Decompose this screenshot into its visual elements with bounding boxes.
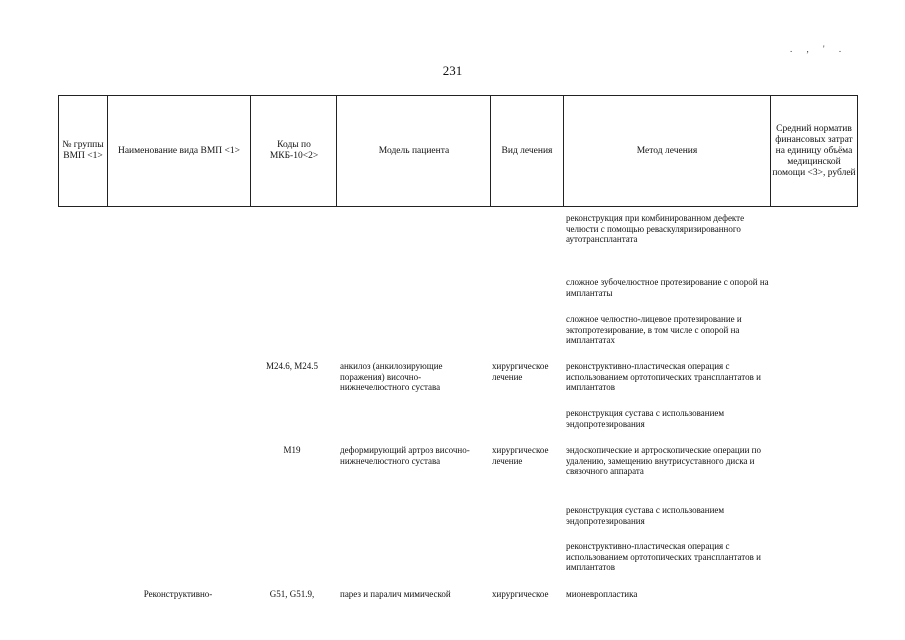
- patient-model-cell: деформирующий артроз височно-нижнечелюстного сустава: [340, 445, 470, 466]
- treatment-type-cell: хирургическое: [492, 589, 549, 599]
- icd-codes-cell: G51, G51.9,: [269, 589, 315, 599]
- header-group-number: № группы ВМП <1>: [62, 140, 104, 161]
- icd-codes-cell: M19: [283, 445, 301, 455]
- treatment-type-cell: хирургическое лечение: [492, 361, 549, 382]
- method-text: реконструкция при комбинированном дефекте челюсти с помощью реваскуляризированного аутотрансплантата: [566, 213, 745, 245]
- header-vmp-name: Наименование вида ВМП <1>: [117, 145, 241, 156]
- header-icd-codes: Коды по МКБ-10<2>: [269, 140, 319, 161]
- method-text: эндоскопические и артроскопические операции по удалению, замещению внутрисуставного диска и связочного аппарата: [566, 445, 761, 477]
- icd-codes-cell: M24.6, M24.5: [265, 361, 318, 371]
- header-treatment-type: Вид лечения: [501, 145, 553, 156]
- method-text: сложное челюстно-лицевое протезирование и эктопротезирование, в том числе с опорой на имплантатах: [566, 314, 742, 346]
- header-patient-model: Модель пациента: [378, 145, 450, 156]
- method-text: мионевропластика: [566, 589, 638, 599]
- patient-model-cell: анкилоз (анкилозирующие поражения) височно-нижнечелюстного сустава: [340, 361, 443, 393]
- method-text: реконструкция сустава с использованием эндопротезирования: [566, 505, 725, 526]
- table-header: [58, 95, 858, 207]
- scan-marks: . , ' .: [790, 44, 848, 54]
- page-number: 231: [442, 63, 463, 78]
- treatment-type-cell: хирургическое лечение: [492, 445, 549, 466]
- method-text: сложное зубочелюстное протезирование с опорой на имплантаты: [566, 277, 769, 298]
- header-treatment-method: Метод лечения: [636, 145, 698, 156]
- method-text: реконструктивно-пластическая операция с использованием ортотопических трансплантатов и имплантатов: [566, 361, 761, 393]
- header-cost-norm: Средний норматив финансовых затрат на единицу объёма медицинской помощи <3>, рублей: [772, 123, 856, 178]
- method-text: реконструктивно-пластическая операция с использованием ортотопических трансплантатов и имплантатов: [566, 541, 761, 573]
- method-text: реконструкция сустава с использованием эндопротезирования: [566, 408, 725, 429]
- patient-model-cell: парез и паралич мимической: [340, 589, 451, 599]
- vmp-name-cell: Реконструктивно-: [143, 589, 213, 599]
